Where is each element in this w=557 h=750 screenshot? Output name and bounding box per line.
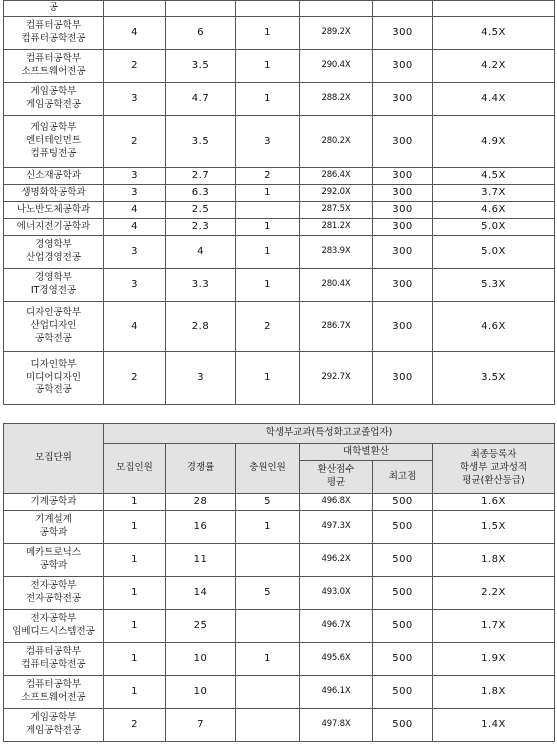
table-row	[4, 168, 555, 185]
table-row	[4, 17, 555, 50]
extra-cell	[236, 610, 300, 643]
unit-cell: 나노반도체공학과	[4, 202, 104, 219]
recruit-cell: 1	[104, 610, 166, 643]
avg-score-cell: 292.7X	[300, 352, 373, 405]
extra-cell	[236, 676, 300, 709]
header-final: 최종등록자 학생부 교과성적 평균(환산등급)	[433, 444, 555, 494]
grade-cell: 4.4X	[433, 83, 555, 116]
extra-cell: 5	[236, 494, 300, 511]
ratio-cell: 3.5	[166, 116, 236, 168]
recruit-cell: 2	[104, 50, 166, 83]
recruit-cell	[104, 1, 166, 17]
avg-score-cell: 497.8X	[300, 709, 373, 742]
max-score-cell: 300	[373, 168, 433, 185]
unit-cell: 생명화학공학과	[4, 185, 104, 202]
avg-score-cell: 281.2X	[300, 219, 373, 236]
header-univ-calc: 대학별환산	[300, 444, 433, 461]
ratio-cell: 2.7	[166, 168, 236, 185]
ratio-cell: 3.5	[166, 50, 236, 83]
grade-cell: 1.8X	[433, 544, 555, 577]
avg-score-cell: 497.3X	[300, 511, 373, 544]
max-score-cell: 300	[373, 185, 433, 202]
table-row	[4, 50, 555, 83]
table-row	[4, 269, 555, 302]
recruit-cell: 1	[104, 511, 166, 544]
table-row	[4, 116, 555, 168]
extra-cell: 1	[236, 17, 300, 50]
extra-cell: 1	[236, 643, 300, 676]
extra-cell	[236, 1, 300, 17]
unit-cell: 신소재공학과	[4, 168, 104, 185]
grade-cell: 4.6X	[433, 202, 555, 219]
max-score-cell: 500	[373, 610, 433, 643]
table-row	[4, 610, 555, 643]
unit-cell: 기계설계 공학과	[4, 511, 104, 544]
grade-cell: 4.2X	[433, 50, 555, 83]
grade-cell: 3.7X	[433, 185, 555, 202]
max-score-cell: 300	[373, 17, 433, 50]
avg-score-cell: 493.0X	[300, 577, 373, 610]
avg-score-cell: 287.5X	[300, 202, 373, 219]
avg-score-cell: 495.6X	[300, 643, 373, 676]
ratio-cell: 2.5	[166, 202, 236, 219]
table-row	[4, 577, 555, 610]
avg-score-cell	[300, 1, 373, 17]
max-score-cell: 300	[373, 269, 433, 302]
recruit-cell: 4	[104, 202, 166, 219]
table-row	[4, 511, 555, 544]
grade-cell: 4.9X	[433, 116, 555, 168]
grade-cell	[433, 1, 555, 17]
recruit-cell: 1	[104, 643, 166, 676]
max-score-cell: 500	[373, 577, 433, 610]
extra-cell: 3	[236, 116, 300, 168]
avg-score-cell: 286.7X	[300, 302, 373, 352]
unit-cell: 컴퓨터공학부 소프트웨어전공	[4, 676, 104, 709]
grade-cell: 4.6X	[433, 302, 555, 352]
extra-cell: 1	[236, 352, 300, 405]
max-score-cell: 300	[373, 302, 433, 352]
avg-score-cell: 292.0X	[300, 185, 373, 202]
recruit-cell: 3	[104, 236, 166, 269]
ratio-cell	[166, 1, 236, 17]
grade-cell: 4.5X	[433, 17, 555, 50]
max-score-cell: 500	[373, 511, 433, 544]
header-unit: 모집단위	[4, 424, 104, 494]
grade-cell: 1.7X	[433, 610, 555, 643]
grade-cell: 1.9X	[433, 643, 555, 676]
table-row	[4, 643, 555, 676]
max-score-cell: 300	[373, 50, 433, 83]
admission-results-table-1	[3, 0, 555, 405]
grade-cell: 1.6X	[433, 494, 555, 511]
unit-cell: 컴퓨터공학부 소프트웨어전공	[4, 50, 104, 83]
ratio-cell: 3	[166, 352, 236, 405]
extra-cell: 2	[236, 302, 300, 352]
max-score-cell: 300	[373, 352, 433, 405]
extra-cell	[236, 709, 300, 742]
extra-cell: 1	[236, 511, 300, 544]
ratio-cell: 7	[166, 709, 236, 742]
table-row	[4, 1, 555, 17]
recruit-cell: 4	[104, 219, 166, 236]
unit-cell: 게임공학부 엔터테인먼트 컴퓨팅전공	[4, 116, 104, 168]
table-row	[4, 302, 555, 352]
header-avg: 환산점수 평균	[300, 461, 373, 494]
ratio-cell: 16	[166, 511, 236, 544]
grade-cell: 2.2X	[433, 577, 555, 610]
ratio-cell: 25	[166, 610, 236, 643]
header-extra: 충원인원	[236, 444, 300, 494]
ratio-cell: 2.8	[166, 302, 236, 352]
recruit-cell: 2	[104, 352, 166, 405]
extra-cell: 1	[236, 83, 300, 116]
ratio-cell: 11	[166, 544, 236, 577]
avg-score-cell: 288.2X	[300, 83, 373, 116]
grade-cell: 4.5X	[433, 168, 555, 185]
extra-cell: 1	[236, 185, 300, 202]
max-score-cell: 300	[373, 236, 433, 269]
header-group: 학생부교과(특성화고교졸업자)	[104, 424, 555, 444]
max-score-cell: 500	[373, 544, 433, 577]
extra-cell: 5	[236, 577, 300, 610]
avg-score-cell: 290.4X	[300, 50, 373, 83]
avg-score-cell: 496.7X	[300, 610, 373, 643]
grade-cell: 1.4X	[433, 709, 555, 742]
recruit-cell: 1	[104, 494, 166, 511]
recruit-cell: 1	[104, 544, 166, 577]
extra-cell: 2	[236, 168, 300, 185]
recruit-cell: 2	[104, 116, 166, 168]
unit-cell: 메카트로닉스 공학과	[4, 544, 104, 577]
table-row	[4, 494, 555, 511]
table-row	[4, 676, 555, 709]
admission-results-table-2	[3, 423, 555, 742]
grade-cell: 1.5X	[433, 511, 555, 544]
recruit-cell: 3	[104, 185, 166, 202]
max-score-cell: 500	[373, 709, 433, 742]
extra-cell	[236, 202, 300, 219]
extra-cell: 1	[236, 236, 300, 269]
max-score-cell: 300	[373, 116, 433, 168]
grade-cell: 5.3X	[433, 269, 555, 302]
avg-score-cell: 496.2X	[300, 544, 373, 577]
unit-cell: 전자공학부 임베디드시스템전공	[4, 610, 104, 643]
unit-cell: 공	[4, 1, 104, 17]
table-row	[4, 83, 555, 116]
grade-cell: 5.0X	[433, 219, 555, 236]
max-score-cell: 300	[373, 83, 433, 116]
grade-cell: 1.8X	[433, 676, 555, 709]
unit-cell: 에너지전기공학과	[4, 219, 104, 236]
recruit-cell: 3	[104, 269, 166, 302]
ratio-cell: 6.3	[166, 185, 236, 202]
recruit-cell: 1	[104, 577, 166, 610]
unit-cell: 전자공학부 전자공학전공	[4, 577, 104, 610]
avg-score-cell: 286.4X	[300, 168, 373, 185]
table-row	[4, 544, 555, 577]
avg-score-cell: 289.2X	[300, 17, 373, 50]
avg-score-cell: 283.9X	[300, 236, 373, 269]
unit-cell: 디자인공학부 산업디자인 공학전공	[4, 302, 104, 352]
unit-cell: 게임공학부 게임공학전공	[4, 83, 104, 116]
unit-cell: 게임공학부 게임공학전공	[4, 709, 104, 742]
unit-cell: 컴퓨터공학부 컴퓨터공학전공	[4, 17, 104, 50]
table-row	[4, 236, 555, 269]
table-row	[4, 202, 555, 219]
unit-cell: 기계공학과	[4, 494, 104, 511]
recruit-cell: 3	[104, 83, 166, 116]
max-score-cell: 300	[373, 202, 433, 219]
ratio-cell: 3.3	[166, 269, 236, 302]
ratio-cell: 4	[166, 236, 236, 269]
recruit-cell: 3	[104, 168, 166, 185]
recruit-cell: 2	[104, 709, 166, 742]
extra-cell: 1	[236, 269, 300, 302]
unit-cell: 경영학부 산업경영전공	[4, 236, 104, 269]
avg-score-cell: 280.4X	[300, 269, 373, 302]
ratio-cell: 10	[166, 676, 236, 709]
table-row	[4, 185, 555, 202]
ratio-cell: 10	[166, 643, 236, 676]
avg-score-cell: 496.8X	[300, 494, 373, 511]
recruit-cell: 4	[104, 302, 166, 352]
extra-cell: 1	[236, 219, 300, 236]
grade-cell: 5.0X	[433, 236, 555, 269]
max-score-cell: 500	[373, 494, 433, 511]
ratio-cell: 2.3	[166, 219, 236, 236]
extra-cell	[236, 544, 300, 577]
avg-score-cell: 280.2X	[300, 116, 373, 168]
table-row	[4, 709, 555, 742]
unit-cell: 경영학부 IT경영전공	[4, 269, 104, 302]
max-score-cell	[373, 1, 433, 17]
ratio-cell: 6	[166, 17, 236, 50]
extra-cell: 1	[236, 50, 300, 83]
max-score-cell: 300	[373, 219, 433, 236]
table-row	[4, 352, 555, 405]
max-score-cell: 500	[373, 643, 433, 676]
unit-cell: 컴퓨터공학부 컴퓨터공학전공	[4, 643, 104, 676]
header-recruit: 모집인원	[104, 444, 166, 494]
ratio-cell: 28	[166, 494, 236, 511]
ratio-cell: 4.7	[166, 83, 236, 116]
unit-cell: 디자인학부 미디어디자인 공학전공	[4, 352, 104, 405]
avg-score-cell: 496.1X	[300, 676, 373, 709]
recruit-cell: 1	[104, 676, 166, 709]
recruit-cell: 4	[104, 17, 166, 50]
header-ratio: 경쟁률	[166, 444, 236, 494]
header-max: 최고점	[373, 461, 433, 494]
ratio-cell: 14	[166, 577, 236, 610]
grade-cell: 3.5X	[433, 352, 555, 405]
table-row	[4, 219, 555, 236]
max-score-cell: 500	[373, 676, 433, 709]
